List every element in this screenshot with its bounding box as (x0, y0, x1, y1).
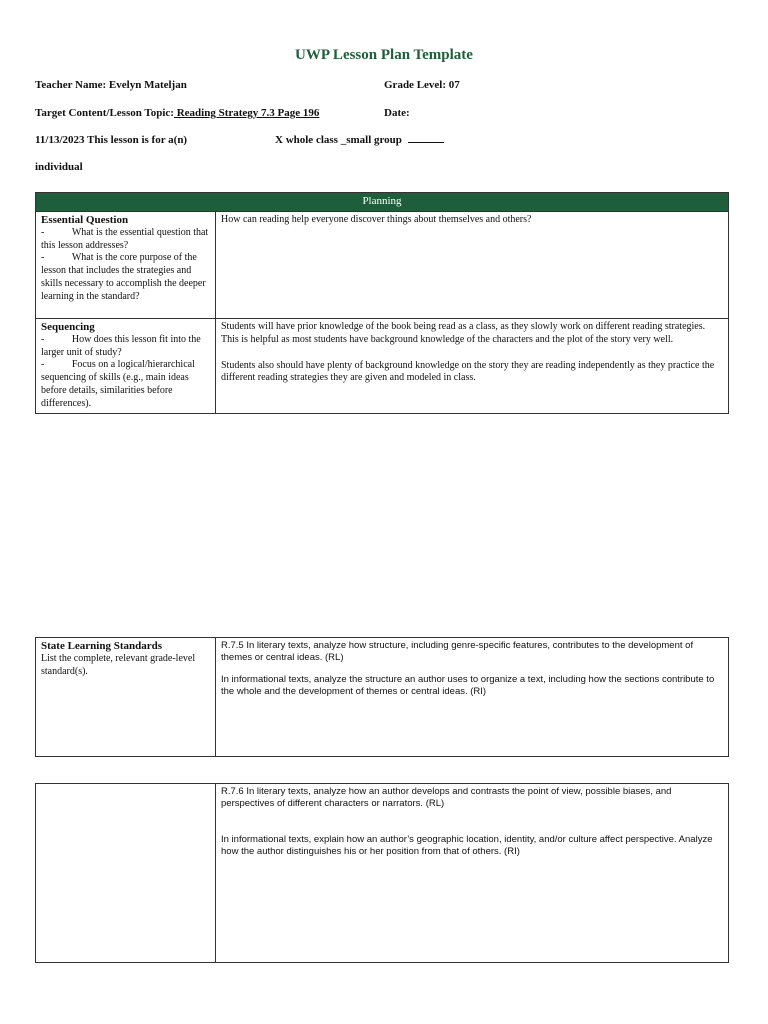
blank-line (408, 141, 444, 143)
date-label: Date: (384, 107, 410, 119)
sequencing-cell (36, 319, 216, 414)
standard-r75-informational: In informational texts, analyze the structure an author uses to organize a text, including how the sections contribute to the whole and the development of themes or central ideas. (RI) (221, 674, 715, 697)
standard-r75-literary: R.7.5 In literary texts, analyze how structure, including genre-specific features, contributes to the development of themes or central ideas. (RL) (221, 640, 694, 663)
grade-level: Grade Level: 07 (384, 79, 460, 91)
sequencing-bullet-1: - How does this lesson fit into the larger unit of study? (41, 333, 201, 358)
sequencing-answer-p2: Students also should have plenty of background knowledge on the story they are reading independently as they practice the different reading strategies they are given and modeled in class. (221, 359, 715, 384)
standard-r76-informational: In informational texts, explain how an author’s geographic location, identity, and/or culture affect perspective. Analyze how the author distinguishes his or her position from that of others. (RI) (221, 834, 713, 857)
page-title: UWP Lesson Plan Template (295, 47, 473, 63)
topic-value: Reading Strategy 7.3 Page 196 (173, 107, 320, 119)
standards-table-1 (35, 637, 729, 757)
standard-r76-literary: R.7.6 In literary texts, analyze how an author develops and contrasts the point of view, possible biases, and perspectives of different characters or narrators. (RL) (221, 786, 672, 809)
essential-question-label: Essential Question (41, 214, 129, 226)
lesson-topic (35, 107, 319, 119)
planning-heading: Planning (36, 193, 729, 212)
essential-bullet-2: - What is the core purpose of the lesson that includes the strategies and skills necessary to accomplish the deeper learning in the standard? (41, 252, 206, 302)
topic-label: Target Content/Lesson Topic: (35, 107, 174, 119)
teacher-name: Teacher Name: Evelyn Mateljan (35, 79, 187, 91)
essential-question-cell (36, 212, 216, 319)
sequencing-answer-p1: Students will have prior knowledge of the book being read as a class, as they slowly work on different reading strategies. This is helpful as most students have background knowledge of the characters and the plot of the story very well. (221, 321, 706, 345)
standards-sublabel: List the complete, relevant grade-level standard(s). (41, 652, 196, 677)
standards-label-cell (36, 638, 216, 757)
standards-r75-cell (216, 638, 729, 757)
standards-r76-cell (216, 784, 729, 963)
class-options: X whole class _small group (275, 134, 402, 146)
lesson-date-line: 11/13/2023 This lesson is for a(n) (35, 134, 188, 146)
sequencing-bullet-2: - Focus on a logical/hierarchical sequencing of skills (e.g., main ideas before details, similarities before differences). (41, 359, 195, 409)
sequencing-answer (216, 319, 729, 414)
standards-table-2 (35, 783, 729, 963)
standards-empty-cell (36, 784, 216, 963)
individual-label: individual (35, 161, 83, 173)
class-type (275, 134, 444, 146)
essential-bullet-1: - What is the essential question that this lesson addresses? (41, 226, 209, 251)
essential-question-answer: How can reading help everyone discover things about themselves and others? (216, 212, 729, 319)
sequencing-label: Sequencing (41, 321, 95, 333)
standards-label: State Learning Standards (41, 640, 163, 652)
planning-table (35, 192, 729, 414)
